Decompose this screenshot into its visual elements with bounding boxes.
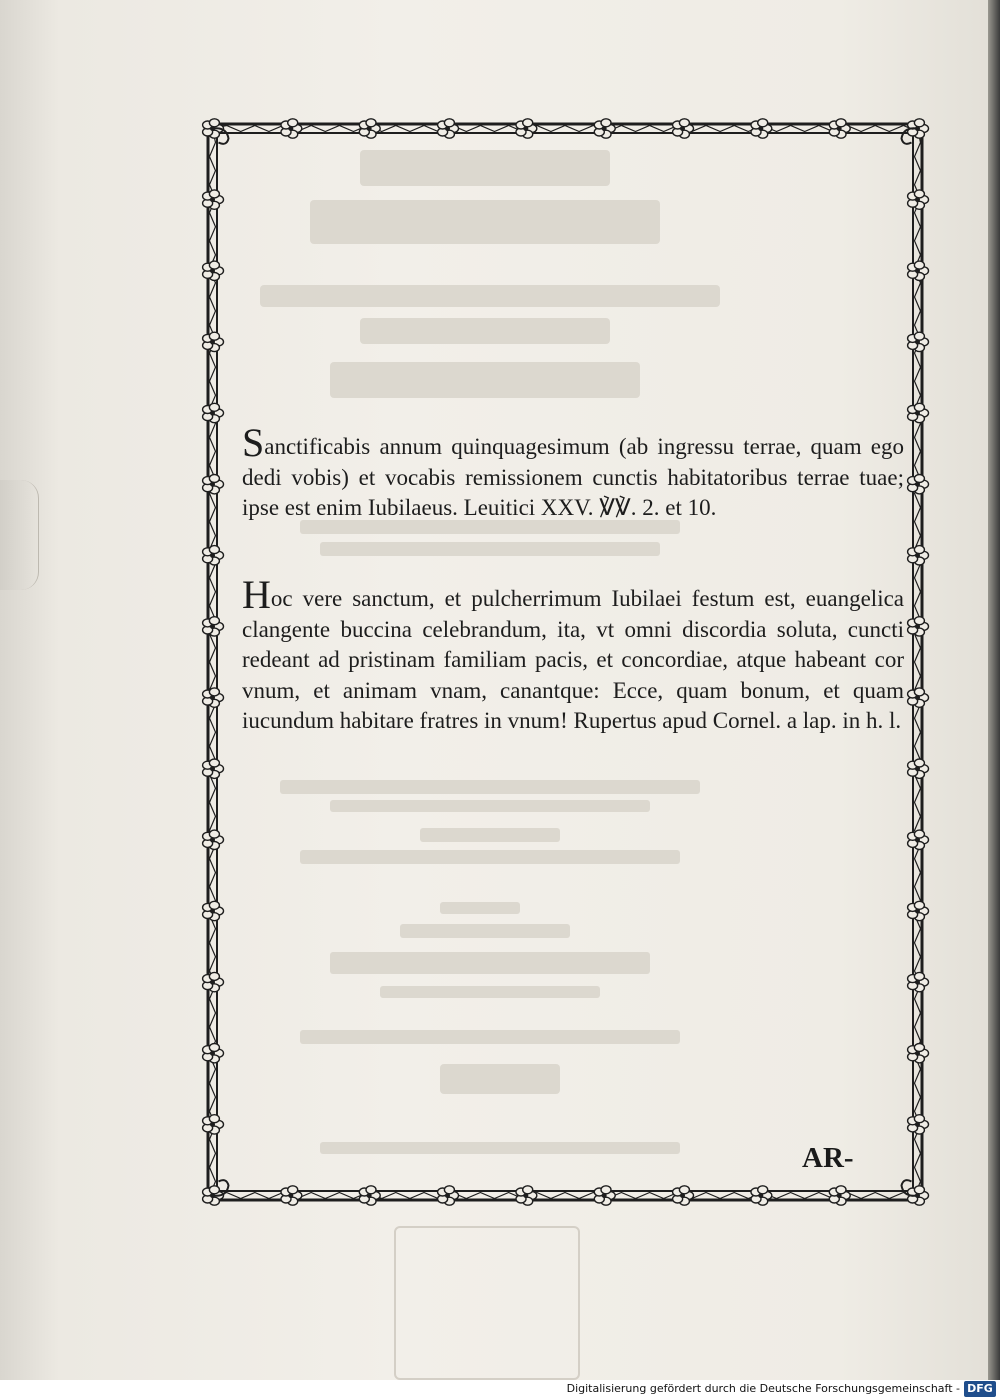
rosette-ornament [203,617,224,636]
catchword: AR- [802,1142,854,1174]
rosette-ornament [203,1115,224,1134]
rosette-ornament [908,403,929,422]
rosette-ornament [203,972,224,991]
rosette-ornament [908,261,929,280]
rosette-ornament [594,1186,615,1205]
rosette-ornament [203,475,224,494]
rosette-ornament [751,119,772,138]
rosette-ornament [908,617,929,636]
rosette-ornament [203,190,224,209]
rosette-ornament [203,688,224,707]
rosette-ornament [203,1044,224,1063]
rosette-ornament [673,119,694,138]
rosette-ornament [673,1186,694,1205]
rosette-ornament [516,119,537,138]
rosette-ornament [829,1186,850,1205]
rosette-ornament [594,119,615,138]
rosette-ornament [829,119,850,138]
rosette-ornament [203,261,224,280]
rosette-ornament [203,546,224,565]
rosette-ornament [908,190,929,209]
rosette-ornament [908,1115,929,1134]
rosette-ornament [516,1186,537,1205]
rosette-ornament [908,688,929,707]
initial-letter: H [242,572,271,617]
rosette-ornament [203,901,224,920]
digitization-note: Digitalisierung gefördert durch die Deutsche Forschungsgemeinschaft - [566,1382,960,1395]
rosette-ornament [908,972,929,991]
rosette-ornament [908,759,929,778]
rosette-ornament [359,119,380,138]
rosette-ornament [203,759,224,778]
rosette-ornament [751,1186,772,1205]
dfg-logo: DFG [964,1381,996,1397]
rosette-ornament [908,332,929,351]
paragraph-text: anctificabis annum quinquagesimum (ab ingressu terrae, quam ego dedi vobis) et vocabis remissionem cunctis habitatoribus terrae tuae; ipse est enim Iubilaeus. Leuitici XXV. ℣℣. 2. et 10. [242,434,904,520]
rosette-ornament [203,830,224,849]
rosette-ornament [203,403,224,422]
library-stamp [394,1226,580,1380]
paragraph-text: oc vere sanctum, et pulcherrimum Iubilaei festum est, euangelica clangente buccina celebrandum, ita, vt omni discordia soluta, cuncti redeant ad pristinam familiam pacis, et concordiae, atque habeant cor vnum, et animam vnam, canantque: Ecce, quam bonum, et quam iucundum habitare fratres in vnum! Rupertus apud Cornel. a lap. in h. l. [242,586,904,733]
rosette-ornament [359,1186,380,1205]
rosette-ornament [908,901,929,920]
rosette-ornament [908,830,929,849]
rosette-ornament [908,475,929,494]
commentary-paragraph [242,572,904,737]
rosette-ornament [908,1044,929,1063]
rosette-ornament [203,332,224,351]
rosette-ornament [438,1186,459,1205]
rosette-ornament [438,119,459,138]
scripture-paragraph [242,420,904,524]
rosette-ornament [281,1186,302,1205]
rosette-ornament [908,546,929,565]
rosette-ornament [281,119,302,138]
initial-letter: S [242,420,265,465]
